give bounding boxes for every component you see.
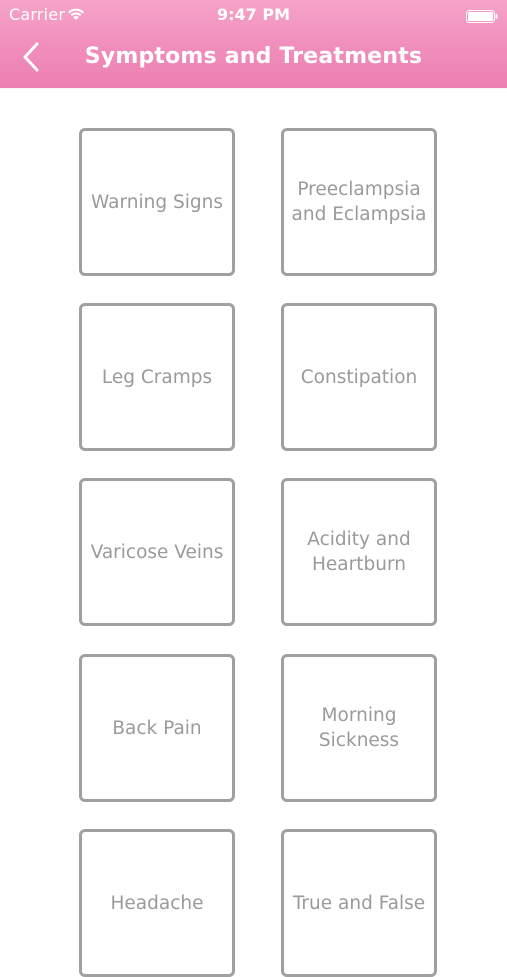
navigation-bar — [0, 30, 507, 88]
tile-label: Constipation — [300, 366, 418, 388]
tile-label: True and False — [292, 892, 426, 914]
tile-preeclampsia-and-eclampsia[interactable] — [281, 128, 437, 276]
tile-leg-cramps[interactable] — [79, 303, 235, 451]
tile-label: Varicose Veins — [90, 541, 224, 563]
tile-constipation[interactable] — [281, 303, 437, 451]
tile-morning-sickness[interactable] — [281, 654, 437, 802]
symptom-grid — [0, 88, 507, 914]
battery-icon — [466, 8, 499, 21]
tile-label: Headache — [110, 892, 204, 914]
tile-acidity-and-heartburn[interactable] — [281, 478, 437, 626]
tile-label: Morning Sickness — [318, 705, 400, 751]
tile-back-pain[interactable] — [79, 654, 235, 802]
tile-label: Acidity and Heartburn — [307, 529, 411, 575]
status-bar — [0, 0, 507, 30]
tile-true-and-false[interactable] — [281, 829, 437, 977]
page-title: Symptoms and Treatments — [84, 44, 423, 69]
tile-label: Preeclampsia and Eclampsia — [291, 179, 427, 225]
tile-label: Leg Cramps — [101, 366, 213, 388]
header — [0, 0, 507, 88]
tile-label: Warning Signs — [91, 191, 223, 213]
status-time: 9:47 PM — [216, 5, 290, 24]
tile-label: Back Pain — [112, 717, 202, 739]
tile-headache[interactable] — [79, 829, 235, 977]
tile-varicose-veins[interactable] — [79, 478, 235, 626]
tile-warning-signs[interactable] — [79, 128, 235, 276]
carrier-label: Carrier — [9, 5, 66, 24]
